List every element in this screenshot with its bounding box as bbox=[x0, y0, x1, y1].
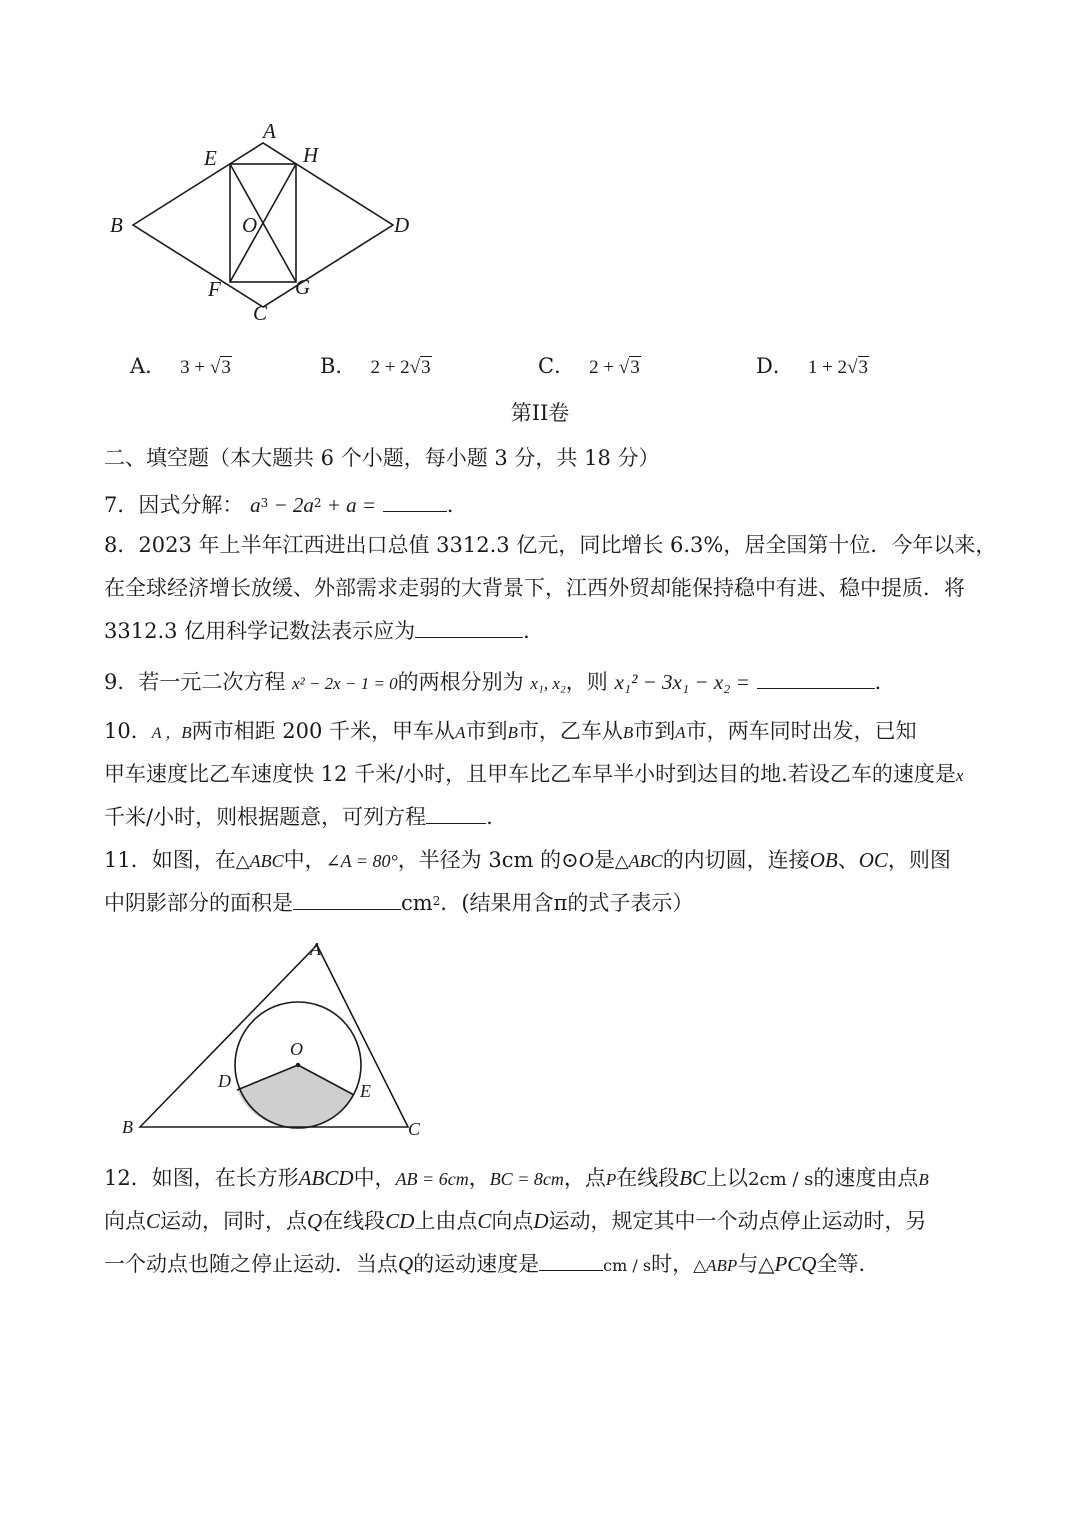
question-10-line-3: 千米/小时，则根据题意，可列方程 . bbox=[104, 805, 493, 829]
question-12-line-3: 一个动点也随之停止运动．当点Q的运动速度是 cm / s时，△ABP与△PCQ全等. bbox=[104, 1252, 866, 1276]
label-c2: C bbox=[408, 1119, 421, 1139]
answer-blank-7[interactable] bbox=[383, 491, 447, 512]
answer-blank-11[interactable] bbox=[293, 889, 401, 910]
question-7: 7．因式分解： $a^3 - 2a^2 + a$ = . bbox=[104, 493, 454, 517]
label-a: A bbox=[263, 119, 276, 143]
label-e: E bbox=[204, 146, 217, 170]
label-e2: E bbox=[360, 1081, 371, 1101]
answer-blank-8[interactable] bbox=[415, 617, 523, 638]
question-8-line-1: 8．2023 年上半年江西进出口总值 3312.3 亿元，同比增长 6.3%，居全国第十位．今年以来， bbox=[104, 533, 997, 557]
question-9: 9．若一元二次方程 x² − 2x − 1 = 0的两根分别为 x₁, x₂，则 x₁² − 3x₁ − x₂ = ． bbox=[104, 670, 896, 694]
rhombus-figure bbox=[100, 110, 430, 330]
label-o2: O bbox=[290, 1039, 303, 1059]
question-10-line-1: 10．A ，B两市相距 200 千米，甲车从A市到B市，乙车从B市到A市，两车同时出发，已知 bbox=[104, 719, 917, 743]
option-a[interactable]: A． 3 + √3 bbox=[130, 354, 231, 378]
label-g: G bbox=[295, 275, 311, 299]
label-d: D bbox=[394, 213, 410, 237]
question-12-line-1: 12．如图，在长方形ABCD中，AB = 6cm，BC = 8cm，点P在线段BC上以2cm / s的速度由点B bbox=[104, 1166, 929, 1190]
label-h: H bbox=[303, 143, 319, 167]
answer-blank-9[interactable] bbox=[757, 668, 875, 689]
label-o: O bbox=[242, 213, 258, 237]
label-a2: A bbox=[310, 939, 321, 959]
question-10-line-2: 甲车速度比乙车速度快 12 千米/小时，且甲车比乙车早半小时到达目的地.若设乙车的速度是x bbox=[104, 762, 964, 786]
section-title: 第II卷 bbox=[510, 401, 570, 425]
label-d2: D bbox=[218, 1071, 231, 1091]
answer-blank-12[interactable] bbox=[539, 1250, 603, 1271]
question-12-line-2: 向点C运动，同时，点Q在线段CD上由点C向点D运动，规定其中一个动点停止运动时，另 bbox=[104, 1209, 927, 1233]
question-11-line-2: 中阴影部分的面积是 $cm^2$．(结果用含π的式子表示） bbox=[104, 891, 694, 915]
option-c[interactable]: C． 2 + √3 bbox=[538, 354, 640, 378]
option-d[interactable]: D． 1 + 2√3 bbox=[756, 354, 868, 378]
label-b: B bbox=[110, 213, 123, 237]
question-8-line-3: 3312.3 亿用科学记数法表示应为 ． bbox=[104, 619, 545, 643]
label-f: F bbox=[208, 277, 221, 301]
option-b[interactable]: B． 2 + 2√3 bbox=[320, 354, 431, 378]
label-c: C bbox=[253, 301, 268, 325]
label-b2: B bbox=[122, 1117, 133, 1137]
section-header: 二、填空题（本大题共 6 个小题，每小题 3 分，共 18 分） bbox=[104, 446, 660, 470]
question-8-line-2: 在全球经济增长放缓、外部需求走弱的大背景下，江西外贸却能保持稳中有进、稳中提质．将 bbox=[104, 576, 965, 600]
incircle-figure bbox=[112, 935, 432, 1145]
answer-blank-10[interactable] bbox=[426, 803, 486, 824]
question-11-line-1: 11．如图，在△ABC中，∠A = 80°，半径为 3cm 的⊙O是△ABC的内切圆，连接OB、OC，则图 bbox=[104, 848, 951, 872]
